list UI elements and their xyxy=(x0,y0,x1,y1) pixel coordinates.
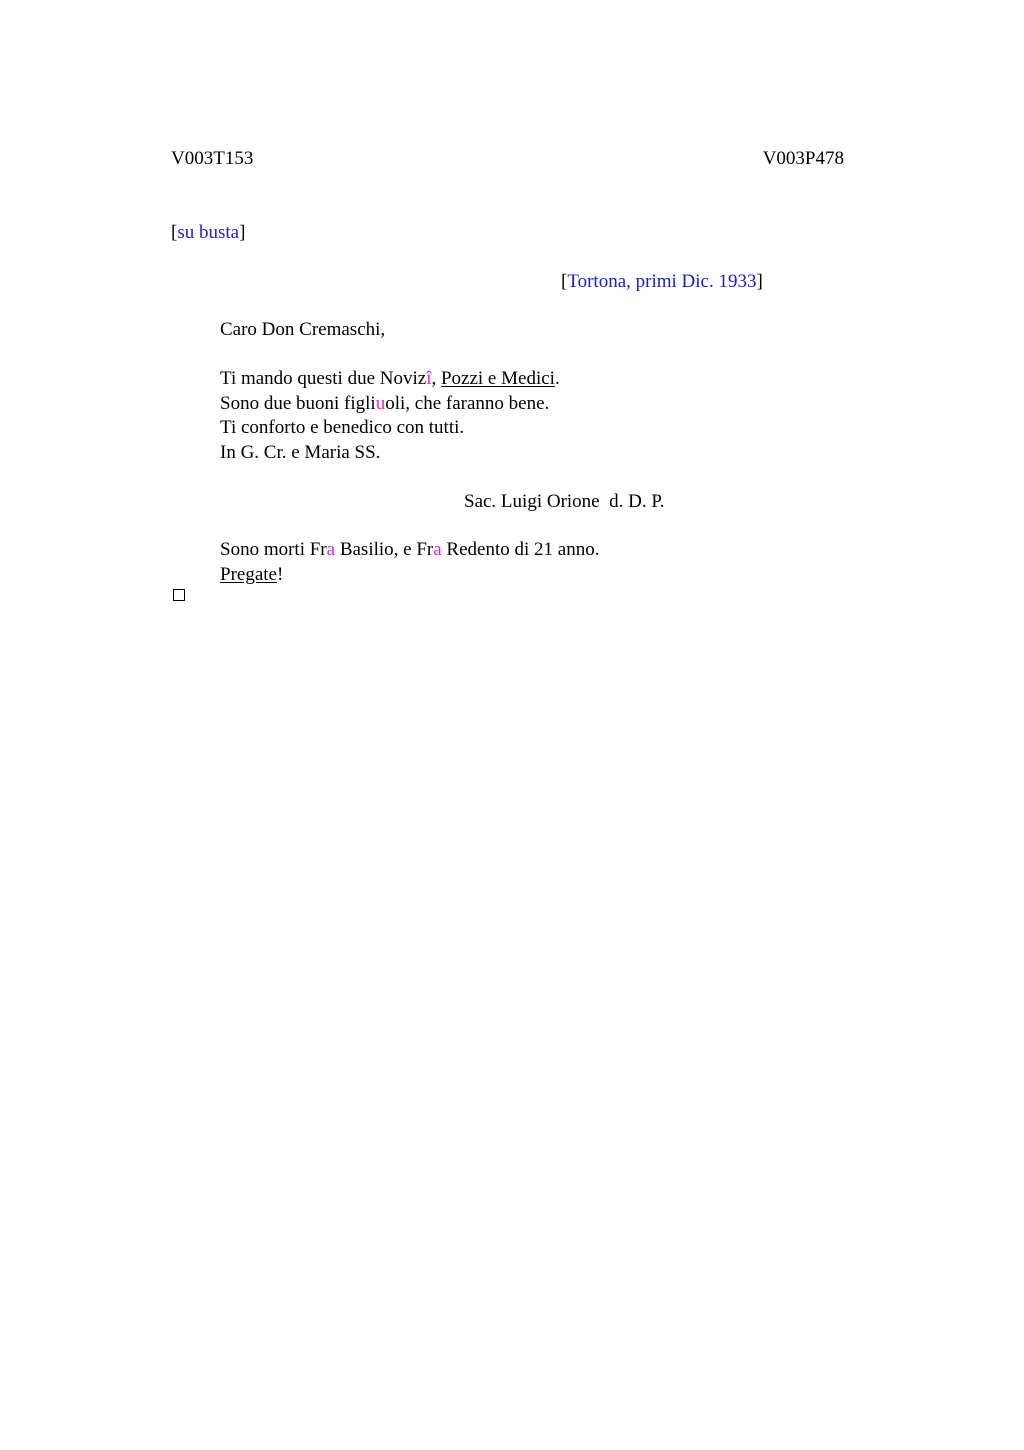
letter-line-3: Ti conforto e benedico con tutti. xyxy=(220,417,465,438)
letter-line-4: In G. Cr. e Maria SS. xyxy=(220,442,381,463)
letter-line-1 xyxy=(220,367,560,391)
correction-mark: a xyxy=(326,539,336,560)
line-text: . xyxy=(554,368,560,389)
bracket-close: ] xyxy=(239,222,246,243)
underlined-names: Pozzi e Medici xyxy=(440,368,555,389)
line-text: oli, che faranno bene. xyxy=(385,393,550,414)
envelope-note-text: su busta xyxy=(177,222,240,243)
dateline-text: Tortona, primi Dic. 1933 xyxy=(567,271,757,292)
bracket-close: ] xyxy=(756,271,763,292)
line-text: Basilio, e Fr xyxy=(335,539,434,560)
line-text: Redento di 21 anno. xyxy=(441,539,600,560)
end-marker-square-icon xyxy=(173,589,185,601)
dateline xyxy=(561,270,763,294)
signature: Sac. Luigi Orione d. D. P. xyxy=(464,491,665,512)
document-code-right: V003P478 xyxy=(762,148,844,169)
postscript-line-2 xyxy=(220,563,283,587)
correction-mark: î xyxy=(426,368,432,389)
postscript-line-1 xyxy=(220,538,599,562)
line-text: , xyxy=(431,368,441,389)
line-text: Ti mando questi due Noviz xyxy=(220,368,427,389)
salutation: Caro Don Cremaschi, xyxy=(220,319,386,340)
correction-mark: u xyxy=(375,393,386,414)
bracket-open: [ xyxy=(171,222,178,243)
line-text: Sono morti Fr xyxy=(220,539,327,560)
document-code-left: V003T153 xyxy=(171,148,254,169)
bracket-open: [ xyxy=(561,271,568,292)
envelope-note xyxy=(171,221,245,245)
letter-line-2 xyxy=(220,392,549,416)
underlined-word: Pregate xyxy=(220,564,277,585)
line-text: ! xyxy=(276,564,284,585)
line-text: Sono due buoni figli xyxy=(220,393,376,414)
correction-mark: a xyxy=(433,539,442,560)
